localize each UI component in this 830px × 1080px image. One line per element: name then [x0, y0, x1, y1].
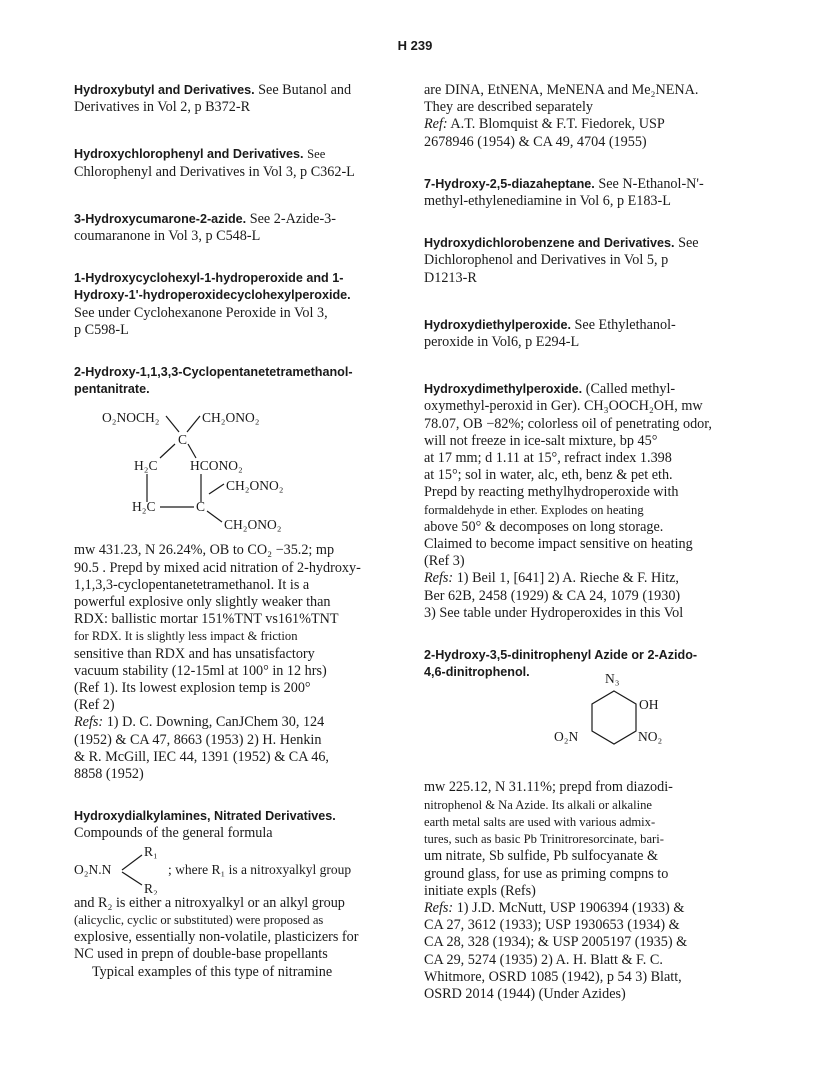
reference-text: 2678946 (1954) & CA 49, 4704 (1955)	[424, 133, 647, 150]
refs-label: Refs:	[424, 570, 454, 587]
entry-text: p C598-L	[74, 321, 129, 338]
entry-text: (Ref 1). Its lowest explosion temp is 200°	[74, 680, 311, 697]
entry-hydroxychlorophenyl	[74, 146, 394, 180]
structure-group: NO₂	[638, 729, 663, 745]
entry-hydroxycyclohexyl	[74, 270, 394, 339]
entry-title: pentanitrate.	[74, 382, 150, 397]
entry-text: See N-Ethanol-N'-	[598, 175, 704, 192]
right-column	[424, 82, 749, 1003]
entry-text: Typical examples of this type of nitramine	[92, 963, 333, 980]
entry-title: 1-Hydroxycyclohexyl-1-hydroperoxide and 1-	[74, 271, 344, 286]
formula-r2: R₂	[144, 880, 158, 895]
entry-text: coumaranone in Vol 3, p C548-L	[74, 228, 261, 245]
entry-dinitrophenyl-azide	[424, 647, 749, 1003]
reference-text: 1) Beil 1, [641] 2) A. Rieche & F. Hitz,	[456, 570, 679, 587]
structure-atom: C	[196, 499, 206, 515]
entry-hydroxydialkylamines	[74, 808, 394, 980]
refs-label: Refs:	[424, 899, 454, 916]
entry-text: RDX: ballistic mortar 151%TNT vs161%TNT	[74, 611, 339, 628]
entry-text: sensitive than RDX and has unsatisfactory	[74, 645, 315, 662]
entry-title: 4,6-dinitrophenol.	[424, 665, 530, 680]
entry-text: methyl-ethylenediamine in Vol 6, p E183-L	[424, 193, 671, 210]
entry-title: 3-Hydroxycumarone-2-azide.	[74, 211, 247, 226]
entry-title: Hydroxy-1'-hydroperoxidecyclohexylperoxide.	[74, 288, 351, 303]
entry-title: Hydroxydialkylamines, Nitrated Derivatives.	[74, 809, 336, 824]
reference-text: Whitmore, OSRD 1085 (1942), p 54 3) Blatt,	[424, 968, 682, 985]
entry-title: Hydroxydimethylperoxide.	[424, 382, 583, 397]
entry-text: formaldehyde in ether. Explodes on heating	[424, 502, 644, 517]
entry-text: mw 431.23, N 26.24%, OB to CO₂ −35.2; mp	[74, 542, 335, 559]
entry-text: mw 225.12, N 31.11%; prepd from diazodi-	[424, 779, 673, 796]
entry-text: and R₂ is either a nitroxyalkyl or an alkyl group	[74, 894, 345, 911]
entry-text: See Ethylethanol-	[574, 316, 676, 333]
entry-diazaheptane	[424, 176, 749, 210]
pentanitrate-structure	[74, 398, 394, 532]
structure-group: HCONO₂	[190, 458, 243, 474]
entry-text: initiate expls (Refs)	[424, 882, 536, 899]
azidodinitrophenol-structure	[424, 669, 749, 779]
entry-text: See	[678, 235, 699, 252]
entry-text: They are described separately	[424, 99, 593, 116]
page-header: H 239	[397, 38, 433, 53]
entry-hydroxycumarone	[74, 211, 394, 245]
entry-text: See under Cyclohexanone Peroxide in Vol 3,	[74, 304, 328, 321]
entry-hydroxydimethylperoxide	[424, 381, 749, 622]
entry-text: (Called methyl-	[585, 381, 676, 398]
structure-group: H₂C	[132, 499, 156, 515]
general-formula	[74, 843, 394, 895]
entry-text: See 2-Azide-3-	[249, 210, 336, 227]
structure-group: CH₂ONO₂	[202, 410, 260, 426]
entry-text: at 17 mm; d 1.11 at 15°, refract index 1.398	[424, 450, 672, 467]
entry-nitramine-continued	[424, 82, 749, 151]
reference-text: & R. McGill, IEC 44, 1391 (1952) & CA 46,	[74, 748, 329, 765]
reference-text: CA 27, 3612 (1933); USP 1930653 (1934) &	[424, 917, 680, 934]
entry-title: 7-Hydroxy-2,5-diazaheptane.	[424, 176, 595, 191]
reference-text: CA 29, 5274 (1935) 2) A. H. Blatt & F. C.	[424, 951, 663, 968]
reference-text: 8858 (1952)	[74, 766, 144, 783]
entry-text: (Ref 3)	[424, 553, 465, 570]
structure-group: CH₂ONO₂	[226, 478, 284, 494]
entry-text: 1,1,3,3-cyclopentanetetramethanol. It is a	[74, 576, 310, 593]
entry-text: Chlorophenyl and Derivatives in Vol 3, p C362-L	[74, 163, 355, 180]
formula-r1: R₁	[144, 843, 158, 859]
entry-title: 2-Hydroxy-3,5-dinitrophenyl Azide or 2-Azido-	[424, 648, 698, 663]
structure-group: O₂NOCH₂	[102, 410, 160, 426]
entry-text: are DINA, EtNENA, MeNENA and Me₂NENA.	[424, 82, 699, 98]
reference-text: CA 28, 328 (1934); & USP 2005197 (1935) &	[424, 934, 688, 951]
entry-text: Prepd by reacting methylhydroperoxide with	[424, 484, 679, 501]
entry-text: ground glass, for use as priming compns to	[424, 865, 669, 882]
entry-text: above 50° & decomposes on long storage.	[424, 518, 664, 535]
entry-text: vacuum stability (12-15ml at 100° in 12 hrs)	[74, 662, 327, 679]
refs-label: Refs:	[74, 714, 104, 731]
entry-cyclopentanetetramethanol	[74, 364, 394, 783]
entry-title: 2-Hydroxy-1,1,3,3-Cyclopentanetetramethanol-	[74, 365, 353, 380]
entry-text: See	[307, 147, 326, 162]
entry-text: tures, such as basic Pb Trinitroresorcinate, bari-	[424, 832, 664, 847]
entry-title: Hydroxydiethylperoxide.	[424, 317, 571, 332]
entry-text: (alicyclic, cyclic or substituted) were proposed as	[74, 912, 324, 927]
structure-group: N₃	[605, 671, 620, 687]
entry-text: oxymethyl-peroxid in Ger). CH₃OOCH₂OH, mw	[424, 398, 703, 415]
entry-text: peroxide in Vol6, p E294-L	[424, 334, 580, 351]
entry-text: NC used in prepn of double-base propellants	[74, 946, 328, 963]
entry-text: earth metal salts are used with various admix-	[424, 814, 656, 829]
formula-where: ; where R₁ is a nitroxyalkyl group	[168, 861, 352, 877]
structure-group: OH	[639, 697, 659, 713]
reference-text: 3) See table under Hydroperoxides in this Vol	[424, 604, 684, 621]
reference-text: OSRD 2014 (1944) (Under Azides)	[424, 985, 626, 1002]
entry-text: Derivatives in Vol 2, p B372-R	[74, 99, 251, 116]
ref-label: Ref:	[424, 116, 448, 133]
structure-group: CH₂ONO₂	[224, 517, 282, 533]
entry-text: Compounds of the general formula	[74, 825, 273, 842]
entry-text: (Ref 2)	[74, 697, 115, 714]
structure-atom: C	[178, 432, 188, 448]
reference-text: 1) D. C. Downing, CanJChem 30, 124	[106, 714, 325, 731]
entry-text: 90.5 . Prepd by mixed acid nitration of 2-hydroxy-	[74, 559, 361, 576]
reference-text: A.T. Blomquist & F.T. Fiedorek, USP	[450, 116, 665, 133]
reference-text: (1952) & CA 47, 8663 (1953) 2) H. Henkin	[74, 731, 322, 748]
entry-text: will not freeze in ice-salt mixture, bp 45°	[424, 432, 658, 449]
entry-text: for RDX. It is slightly less impact & friction	[74, 629, 298, 644]
entry-title: Hydroxydichlorobenzene and Derivatives.	[424, 236, 675, 251]
entry-text: um nitrate, Sb sulfide, Pb sulfocyanate &	[424, 848, 659, 865]
reference-text: 1) J.D. McNutt, USP 1906394 (1933) &	[456, 899, 685, 916]
structure-group: O₂N	[554, 729, 579, 745]
entry-text: Claimed to become impact sensitive on heating	[424, 536, 693, 553]
formula-o2n: O₂N.N	[74, 861, 112, 877]
structure-group: H₂C	[134, 458, 158, 474]
entry-text: D1213-R	[424, 269, 477, 286]
entry-title: Hydroxybutyl and Derivatives.	[74, 83, 255, 97]
entry-text: Dichlorophenol and Derivatives in Vol 5, p	[424, 252, 669, 269]
entry-text: at 15°; sol in water, alc, eth, benz & pet eth.	[424, 467, 673, 484]
entry-hydroxydiethylperoxide	[424, 317, 749, 351]
entry-text: 78.07, OB −82%; colorless oil of penetrating odor,	[424, 415, 712, 432]
entry-text: powerful explosive only slightly weaker than	[74, 594, 331, 611]
entry-hydroxybutyl	[74, 82, 394, 116]
entry-text: See Butanol and	[258, 82, 352, 98]
entry-hydroxydichlorobenzene	[424, 235, 749, 287]
left-column	[74, 82, 394, 981]
entry-text: explosive, essentially non-volatile, plasticizers for	[74, 929, 359, 946]
reference-text: Ber 62B, 2458 (1929) & CA 24, 1079 (1930)	[424, 587, 681, 604]
entry-title: Hydroxychlorophenyl and Derivatives.	[74, 147, 304, 162]
entry-text: nitrophenol & Na Azide. Its alkali or alkaline	[424, 797, 653, 812]
